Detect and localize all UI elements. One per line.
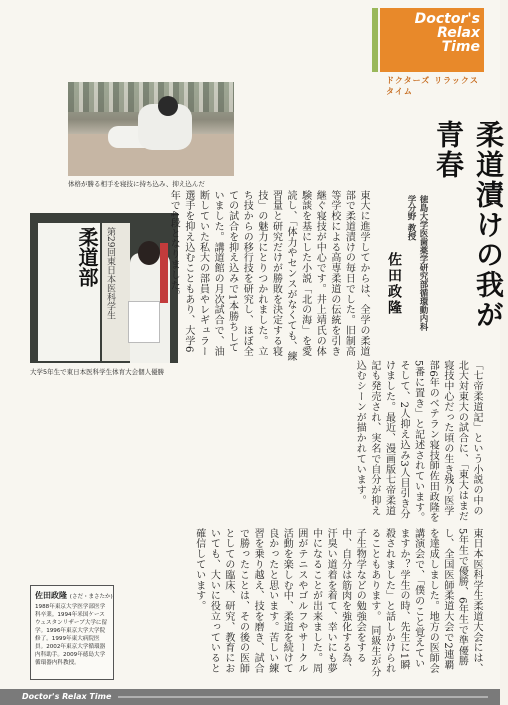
logo-line-1: Doctor's [414, 11, 480, 27]
body-paragraph-3 [116, 528, 483, 678]
photo-caption-1: 体格が勝る相手を寝技に持ち込み、抑え込んだ [68, 180, 205, 188]
section-logo [372, 8, 484, 96]
footer-rule [118, 696, 488, 698]
logo-line-2: Relax [437, 25, 480, 41]
photo-certificate [128, 301, 160, 343]
article-title: 柔道漬けの我が青春 [432, 120, 505, 330]
body-paragraph-2: 「七帝柔道記」という小説の中の北大対東大の試合に、「東大はまだ寝技中心だった頃の生き残り医学部6年のベテラン寝技師佐田政隆を5番に置き」と記述されています。そして、2人抑え込み3人目引き分けました。最近、漫画版七帝柔道記も発売され、実名で自分が抑え込むシーンが描かれています。 [354, 360, 482, 523]
signboard-text: 柔道部 [75, 227, 99, 287]
photo-judoka-head [158, 96, 178, 116]
photo-caption-2: 大学5年生で東日本医科学生体育大会個人優勝 [30, 368, 165, 376]
profile-name [35, 590, 113, 601]
logo-english [386, 12, 480, 54]
photo-person-head [138, 241, 160, 265]
championship-photo [30, 213, 178, 363]
author-affiliation: 徳島大学医歯薬学研究部循環動内科学分野 教授 [406, 195, 428, 331]
signboard-text-2: 第29回東日本医科学生 [105, 227, 115, 320]
footer-title: Doctor's Relax Time [22, 692, 112, 701]
profile-reading: (さだ・まさたか) [69, 594, 113, 600]
body-paragraph-1: 東大に進学してからは、全学の柔道部で柔道漬けの毎日でした。旧制高等学校による高専柔道の伝統を引き継ぐ寝技が中心です。井上靖氏の体験談を基にした小説「北の海」を愛読し、「体力やセンスがなくても、練習量と研究だけが勝敗を決定する寝技」の魅力にとりつかれました。立ち技からの移行技を研究し、ほぼ全ての試合を抑え込みで1本勝ちしていました。講道館の月次試合で、油断していた私大の部員やレギュラー選手を抑え込むこともあり、大学6年で4段となりました。 [168, 190, 369, 362]
judo-match-photo [68, 82, 234, 176]
profile-bio: 1988年東京大学医学部医学科卒業。1994年米国ケースウェスタンリザーブ大学に留学。1996年東京大学大学院修了。1999年東大病院医員。2002年東京大学循環器内科助手。2009年徳島大学循環器内科教授。 [35, 604, 108, 666]
page-footer [0, 689, 500, 705]
body-paragraph-3a: 東日本医科学生柔道大会には、5年生で優勝、6年生で準優勝し、全国医師柔道大会で2連覇を達成しました。地方の医師会講演会で、「僕のこと覚えていますか？学生の時、先生に1瞬殺されました」と話しかけられることもあります。 [368, 528, 482, 674]
author-profile-box [30, 585, 114, 680]
logo-line-3: Time [441, 39, 480, 55]
body-paragraph-3b: 同級生が分子生物学などの勉強会をする中、自分は筋肉を強化する為、汗臭い道着を着て、幸いにも夢中になることが出来ました。周囲がテニスやゴルフやサークル活動を楽しむ中、柔道を続けて良かったと思います。苦しい練習を乗り越え、技を磨き、試合で勝ったことは、その後の医師としての臨床、研究、教育においても、大いに役立っていると確信しています。 [193, 528, 380, 678]
logo-japanese: ドクターズ リラックス タイム [386, 76, 479, 96]
profile-name-text: 佐田政隆 [35, 591, 67, 600]
author-name: 佐田政隆 [386, 252, 402, 316]
logo-accent-bar [372, 8, 378, 72]
